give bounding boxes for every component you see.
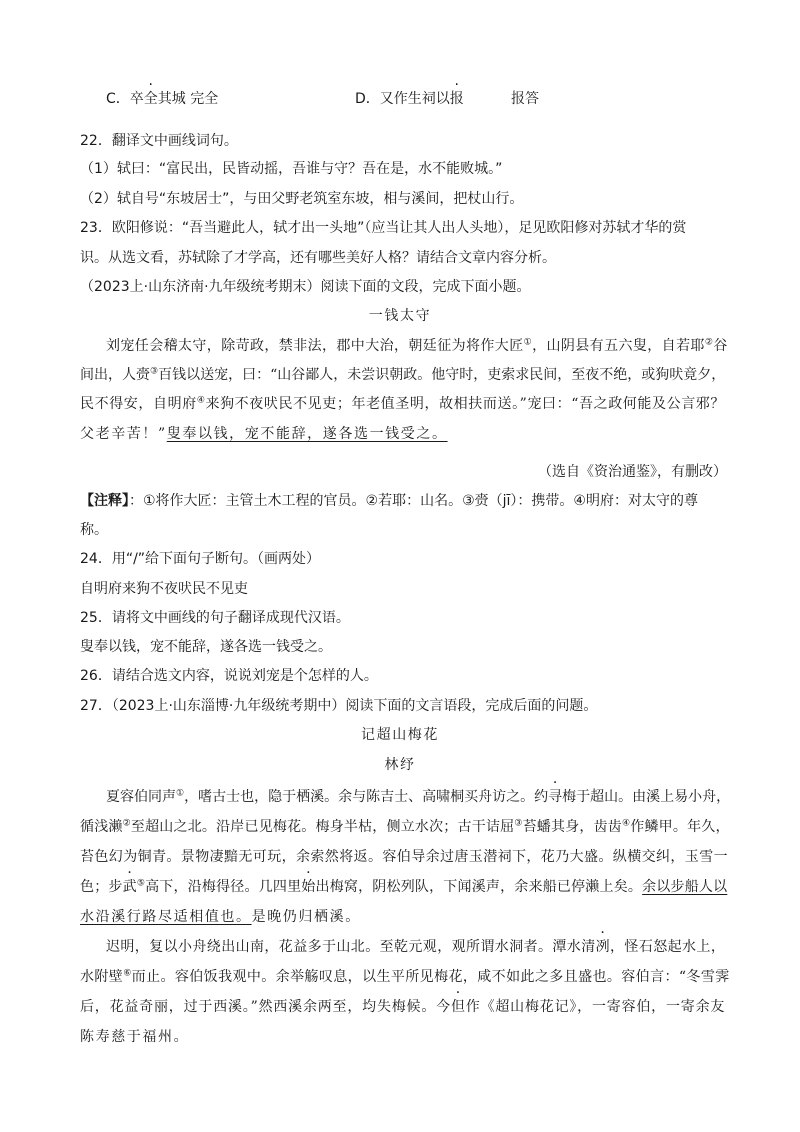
passage2-title: 一钱太守 [368, 308, 432, 324]
option-d [355, 89, 464, 109]
text-segment: 后，花益奇丽，过于西溪。”然西溪余两至，均失梅候。今 [80, 999, 451, 1015]
text-segment: 出梅窝，阴松列队，下闻溪声，余来船已停濑上矣。 [315, 879, 643, 895]
q23-line-2: 识。从选文看，苏轼除了才学高，还有哪些美好人格？请结合文章内容分析。 [80, 250, 556, 266]
text-segment: 民不得安，自明府 [80, 396, 197, 412]
passage2-line-3 [80, 394, 725, 414]
text-segment: 苔蟠其身，齿齿 [522, 819, 622, 835]
text-segment: 是晚仍归栖溪。 [251, 909, 361, 925]
dotted-char: 但 [450, 999, 466, 1015]
footnote-marker: ③ [150, 366, 159, 377]
notes-text: ：①将作大匠：主管土木工程的官员。②若耶：山名。③赍（jī）：携带。④明府：对太守的尊 [129, 493, 698, 509]
text-segment: 百钱以送宠，曰：“山谷鄙人，未尝识朝政。他守时，吏索求民间，至夜不绝，或狗吠竟夕， [158, 367, 726, 383]
passage2-line-2 [80, 365, 725, 385]
passage2-citation: （选自《资治通鉴》，有删改） [538, 464, 727, 480]
text-segment: ，嗜古士也，隐于栖溪。余与陈吉士、高啸桐买舟访之。约 [184, 789, 549, 805]
q25-sentence: 叟奉以钱，宠不能辞，遂各选一钱受之。 [80, 639, 332, 655]
option-c [106, 89, 218, 109]
footnote-marker: ⑤ [136, 878, 146, 889]
passage3-line-6 [106, 937, 725, 957]
notes-label: 【注释】 [80, 493, 129, 509]
text-segment: 至超山之北。沿岸已见梅花。梅身半枯，侧立水次；古干诘屈 [130, 819, 515, 835]
q23-line-1: 23．欧阳修说：“吾当避此人，轼才出一头地”（应当让其人出人头地），足见欧阳修对苏轼才华的赏 [80, 220, 687, 236]
footnote-marker: ④ [196, 395, 206, 406]
footnote-marker: ④ [621, 818, 631, 829]
passage3-line-4 [80, 877, 727, 897]
passage3-line-3: 苔色幻为铜青。景物凄黯无可玩，余索然将返。容伯导余过唐玉潜祠下，花乃大盛。纵横交纠，玉雪一 [80, 849, 728, 865]
q26-stem: 26．请结合选文内容，说说刘宠是个怎样的人。 [80, 668, 378, 684]
q27-author: 林纾 [384, 757, 416, 773]
passage3-line-9: 陈寿慈于福州。 [80, 1029, 190, 1045]
text-segment: 高下，沿梅得径。几四里 [145, 879, 302, 895]
text-segment: 迟明，复以小舟绕出山南，花益多于山北。至乾元观，观所谓水洞者。潭水清 [106, 939, 596, 955]
dotted-char: 冽 [595, 939, 611, 955]
q24-sentence: 自明府来狗不夜吠民不见吏 [80, 581, 248, 597]
text-segment: 而止。容伯饭我观中。余举觞叹息，以生平所见梅花，咸不如此之多且盛也。容伯言：“冬雪霁 [131, 969, 730, 985]
q22-sentence-1: （1）轼曰：“富民出，民皆动摇，吾谁与守？吾在是，水不能败城。” [80, 161, 503, 177]
text-segment: 来狗不夜吠民不见吏；年老值圣明，故相扶而送。”宠曰：“吾之政何能及公言邪？ [205, 396, 725, 412]
footnote-marker: ⑥ [123, 968, 132, 979]
text-segment: 父老辛苦！” [80, 426, 167, 442]
footnote-marker: ② [122, 818, 131, 829]
option-c-label: C．卒 [106, 91, 144, 107]
passage3-line-1 [106, 787, 730, 807]
passage3-line-5 [80, 907, 361, 927]
passage3-line-2 [80, 817, 730, 837]
passage3-line-7 [80, 967, 730, 987]
footnote-marker: ③ [514, 818, 523, 829]
q25-stem: 25．请将文中画线的句子翻译成现代汉语。 [80, 610, 350, 626]
option-d-label: D．又作生祠以 [355, 91, 450, 107]
option-d-dotted-char: 报 [449, 91, 464, 107]
text-segment: ，山阴县有五六叟，自若耶 [532, 338, 705, 354]
q22-sentence-2: （2）轼自号“东坡居士”，与田父野老筑室东坡，相与溪间，把杖山行。 [80, 191, 524, 207]
q24-stem: 24．用“/”给下面句子断句。（画两处） [80, 551, 321, 567]
passage2-line-4 [80, 424, 448, 444]
dotted-char: 寻 [548, 789, 563, 805]
text-segment: 循浅濑 [80, 819, 123, 835]
underlined-sentence: 水沿溪行路尽适相值也。 [80, 909, 252, 925]
passage2-source: （2023上·山东济南·九年级统考期末）阅读下面的文段，完成下面小题。 [80, 279, 531, 295]
passage3-line-8 [80, 997, 725, 1017]
underlined-sentence: 叟奉以钱，宠不能辞，遂各选一钱受之。 [166, 426, 448, 442]
text-segment: 作鳞甲。年久， [630, 819, 730, 835]
text-segment: 夏容伯同声 [106, 789, 176, 805]
footnote-marker: ① [176, 788, 185, 799]
q27-stem: 27．（2023上·山东淄博·九年级统考期中）阅读下面的文言语段，完成后面的问题。 [80, 698, 598, 714]
option-d-answer: 报答 [511, 91, 539, 107]
dotted-char: 武 [122, 879, 137, 895]
passage2-notes-cont: 称。 [80, 522, 108, 538]
passage2-notes [80, 491, 698, 511]
text-segment: 水附壁 [80, 969, 124, 985]
passage2-line-1 [106, 336, 728, 356]
text-segment: 刘宠任会稽太守，除苛政，禁非法，郡中大治，朝廷征为将作大匠 [106, 338, 524, 354]
text-segment: ，怪石怒起水上， [610, 939, 726, 955]
option-c-rest: 其城 完全 [157, 91, 219, 107]
underlined-sentence: 余以步船人以 [642, 879, 728, 895]
option-c-dotted-char: 全 [143, 91, 158, 107]
footnote-marker: ① [523, 337, 533, 348]
text-segment: 梅于超山。由溪上易小舟， [562, 789, 731, 805]
dotted-char: 始 [301, 879, 316, 895]
text-segment: 作《超山梅花记》，一寄容伯，一寄余友 [465, 999, 726, 1015]
text-segment: 谷 [713, 338, 728, 354]
text-segment: 色；步 [80, 879, 123, 895]
footnote-marker: ② [704, 337, 714, 348]
q22-stem: 22．翻译文中画线词句。 [80, 133, 238, 149]
q27-title: 记超山梅花 [361, 727, 439, 743]
text-segment: 间出，人赍 [80, 367, 150, 383]
